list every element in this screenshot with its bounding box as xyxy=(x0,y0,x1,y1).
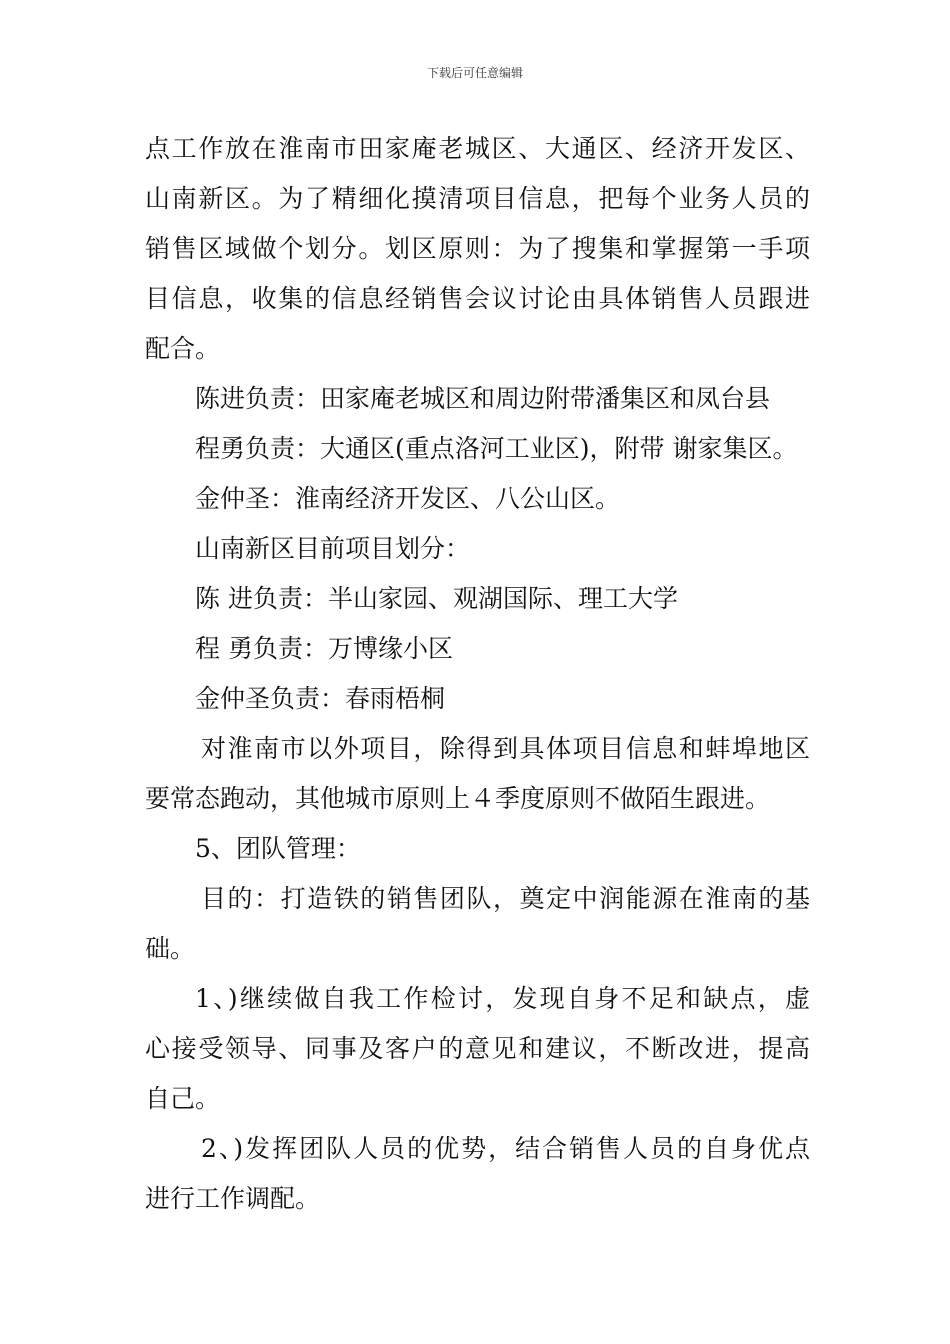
paragraph-line: 金仲圣负责：春雨梧桐 xyxy=(195,684,446,713)
document-body xyxy=(145,124,810,1224)
section-heading: 5、团队管理： xyxy=(195,834,361,863)
paragraph-line: 目信息，收集的信息经销售会议讨论由具体销售人员跟进 xyxy=(145,284,810,313)
paragraph-line: 程 勇负责：万博缘小区 xyxy=(195,634,453,663)
paragraph-line: 点工作放在淮南市田家庵老城区、大通区、经济开发区、 xyxy=(145,134,810,163)
paragraph-line: 1、)继续做自我工作检讨，发现自身不足和缺点，虚 xyxy=(195,984,810,1013)
paragraph-line: 目的：打造铁的销售团队，奠定中润能源在淮南的基 xyxy=(201,884,810,913)
paragraph-line: 进行工作调配。 xyxy=(145,1184,321,1213)
paragraph-line: 2、)发挥团队人员的优势，结合销售人员的自身优点 xyxy=(201,1134,810,1163)
paragraph-line: 自己。 xyxy=(145,1084,221,1113)
page-header: 下载后可任意编辑 xyxy=(426,66,523,80)
paragraph-line: 础。 xyxy=(145,934,196,963)
paragraph-line: 销售区域做个划分。划区原则：为了搜集和掌握第一手项 xyxy=(145,234,810,263)
paragraph-line: 陈 进负责：半山家园、观湖国际、理工大学 xyxy=(195,584,678,613)
paragraph-line: 金仲圣：淮南经济开发区、八公山区。 xyxy=(195,484,621,513)
paragraph-line: 山南新区目前项目划分： xyxy=(195,534,471,563)
paragraph-line: 要常态跑动，其他城市原则上４季度原则不做陌生跟进。 xyxy=(145,784,771,813)
paragraph-line: 心接受领导、同事及客户的意见和建议，不断改进，提高 xyxy=(145,1034,810,1063)
paragraph-line: 山南新区。为了精细化摸清项目信息，把每个业务人员的 xyxy=(145,184,810,213)
paragraph-line: 陈进负责：田家庵老城区和周边附带潘集区和凤台县 xyxy=(195,384,771,413)
paragraph-line: 配合。 xyxy=(145,334,221,363)
paragraph-line: 对淮南市以外项目，除得到具体项目信息和蚌埠地区 xyxy=(201,734,810,763)
paragraph-line: 程勇负责：大通区(重点洛河工业区)，附带 谢家集区。 xyxy=(195,434,798,463)
